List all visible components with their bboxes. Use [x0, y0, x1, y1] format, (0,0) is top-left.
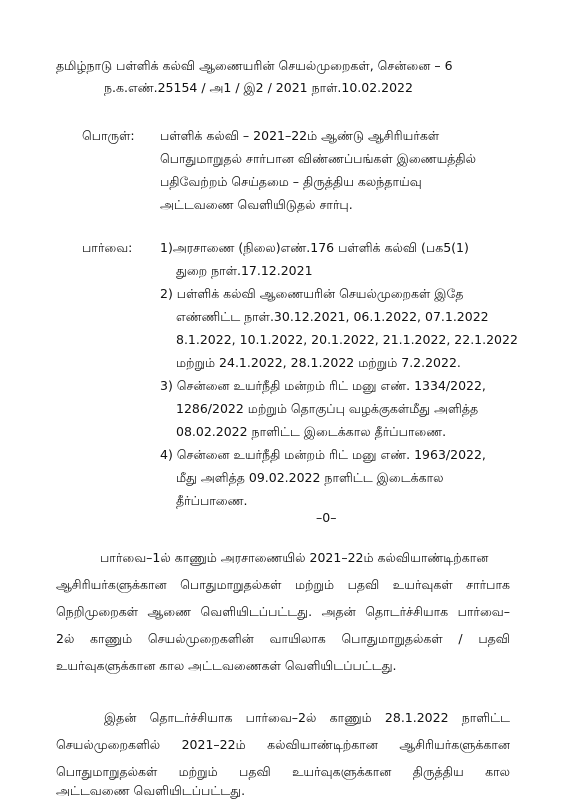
paragraph-line: பார்வை–1ல் காணும் அரசாணையில் 2021–22ம் கல்வியாண்டிற்கான: [100, 550, 489, 565]
subject-line: பள்ளிக் கல்வி – 2021–22ம் ஆண்டு ஆசிரியர்கள்: [160, 128, 440, 143]
office-title: தமிழ்நாடு பள்ளிக் கல்வி ஆணையரின் செயல்முறைகள், சென்னை – 6: [56, 58, 453, 73]
reference-line: 3) சென்னை உயர்நீதி மன்றம் ரிட் மனு எண். 1334/2022,: [160, 378, 486, 393]
reference-label: பார்வை:: [82, 240, 133, 255]
reference-line: 4) சென்னை உயர்நீதி மன்றம் ரிட் மனு எண். 1963/2022,: [160, 447, 486, 462]
paragraph-line: ஆசிரியர்களுக்கான பொதுமாறுதல்கள் மற்றும் பதவி உயர்வுகள் சார்பாக: [56, 577, 510, 592]
subject-line: பதிவேற்றம் செய்தமை – திருத்திய கலந்தாய்வு: [160, 174, 422, 189]
reference-line: மற்றும் 24.1.2022, 28.1.2022 மற்றும் 7.2.2022.: [176, 355, 461, 370]
reference-line: 2) பள்ளிக் கல்வி ஆணையரின் செயல்முறைகள் இதே: [160, 286, 464, 301]
paragraph-line: நெறிமுறைகள் ஆணை வெளியிடப்பட்டது. அதன் தொடர்ச்சியாக பார்வை–: [56, 604, 510, 619]
reference-line: 8.1.2022, 10.1.2022, 20.1.2022, 21.1.2022, 22.1.2022: [176, 332, 518, 347]
paragraph-line: பொதுமாறுதல்கள் மற்றும் பதவி உயர்வுகளுக்கான திருத்திய கால: [56, 764, 510, 779]
reference-number: ந.க.எண்.25154 / அ1 / இ2 / 2021 நாள்.10.02.2022: [104, 80, 413, 95]
subject-label: பொருள்:: [82, 128, 135, 143]
reference-line: துறை நாள்.17.12.2021: [176, 263, 313, 278]
reference-line: 1286/2022 மற்றும் தொகுப்பு வழக்குகள்மீது அளித்த: [176, 401, 479, 416]
reference-line: 1)அரசாணை (நிலை)எண்.176 பள்ளிக் கல்வி (பக5(1): [160, 240, 469, 255]
reference-line: எண்ணிட்ட நாள்.30.12.2021, 06.1.2022, 07.1.2022: [176, 309, 489, 324]
reference-line: மீது அளித்த 09.02.2022 நாளிட்ட இடைக்கால: [176, 470, 444, 485]
reference-line: தீர்ப்பாணை.: [176, 493, 248, 508]
paragraph-line: செயல்முறைகளில் 2021–22ம் கல்வியாண்டிற்கான ஆசிரியர்களுக்கான: [56, 737, 510, 752]
paragraph-line: இதன் தொடர்ச்சியாக பார்வை–2ல் காணும் 28.1.2022 நாளிட்ட: [104, 710, 510, 725]
subject-line: பொதுமாறுதல் சார்பான விண்ணப்பங்கள் இணையத்தில்: [160, 151, 477, 166]
subject-line: அட்டவணை வெளியிடுதல் சார்பு.: [160, 197, 353, 212]
section-divider: –0–: [316, 510, 337, 525]
paragraph-line: உயர்வுகளுக்கான கால அட்டவணைகள் வெளியிடப்பட்டது.: [56, 658, 397, 673]
paragraph-line: 2ல் காணும் செயல்முறைகளின் வாயிலாக பொதுமாறுதல்கள் / பதவி: [56, 631, 510, 646]
paragraph-line: அட்டவணை வெளியிடப்பட்டது.: [56, 783, 246, 798]
reference-line: 08.02.2022 நாளிட்ட இடைக்கால தீர்ப்பாணை.: [176, 424, 447, 439]
